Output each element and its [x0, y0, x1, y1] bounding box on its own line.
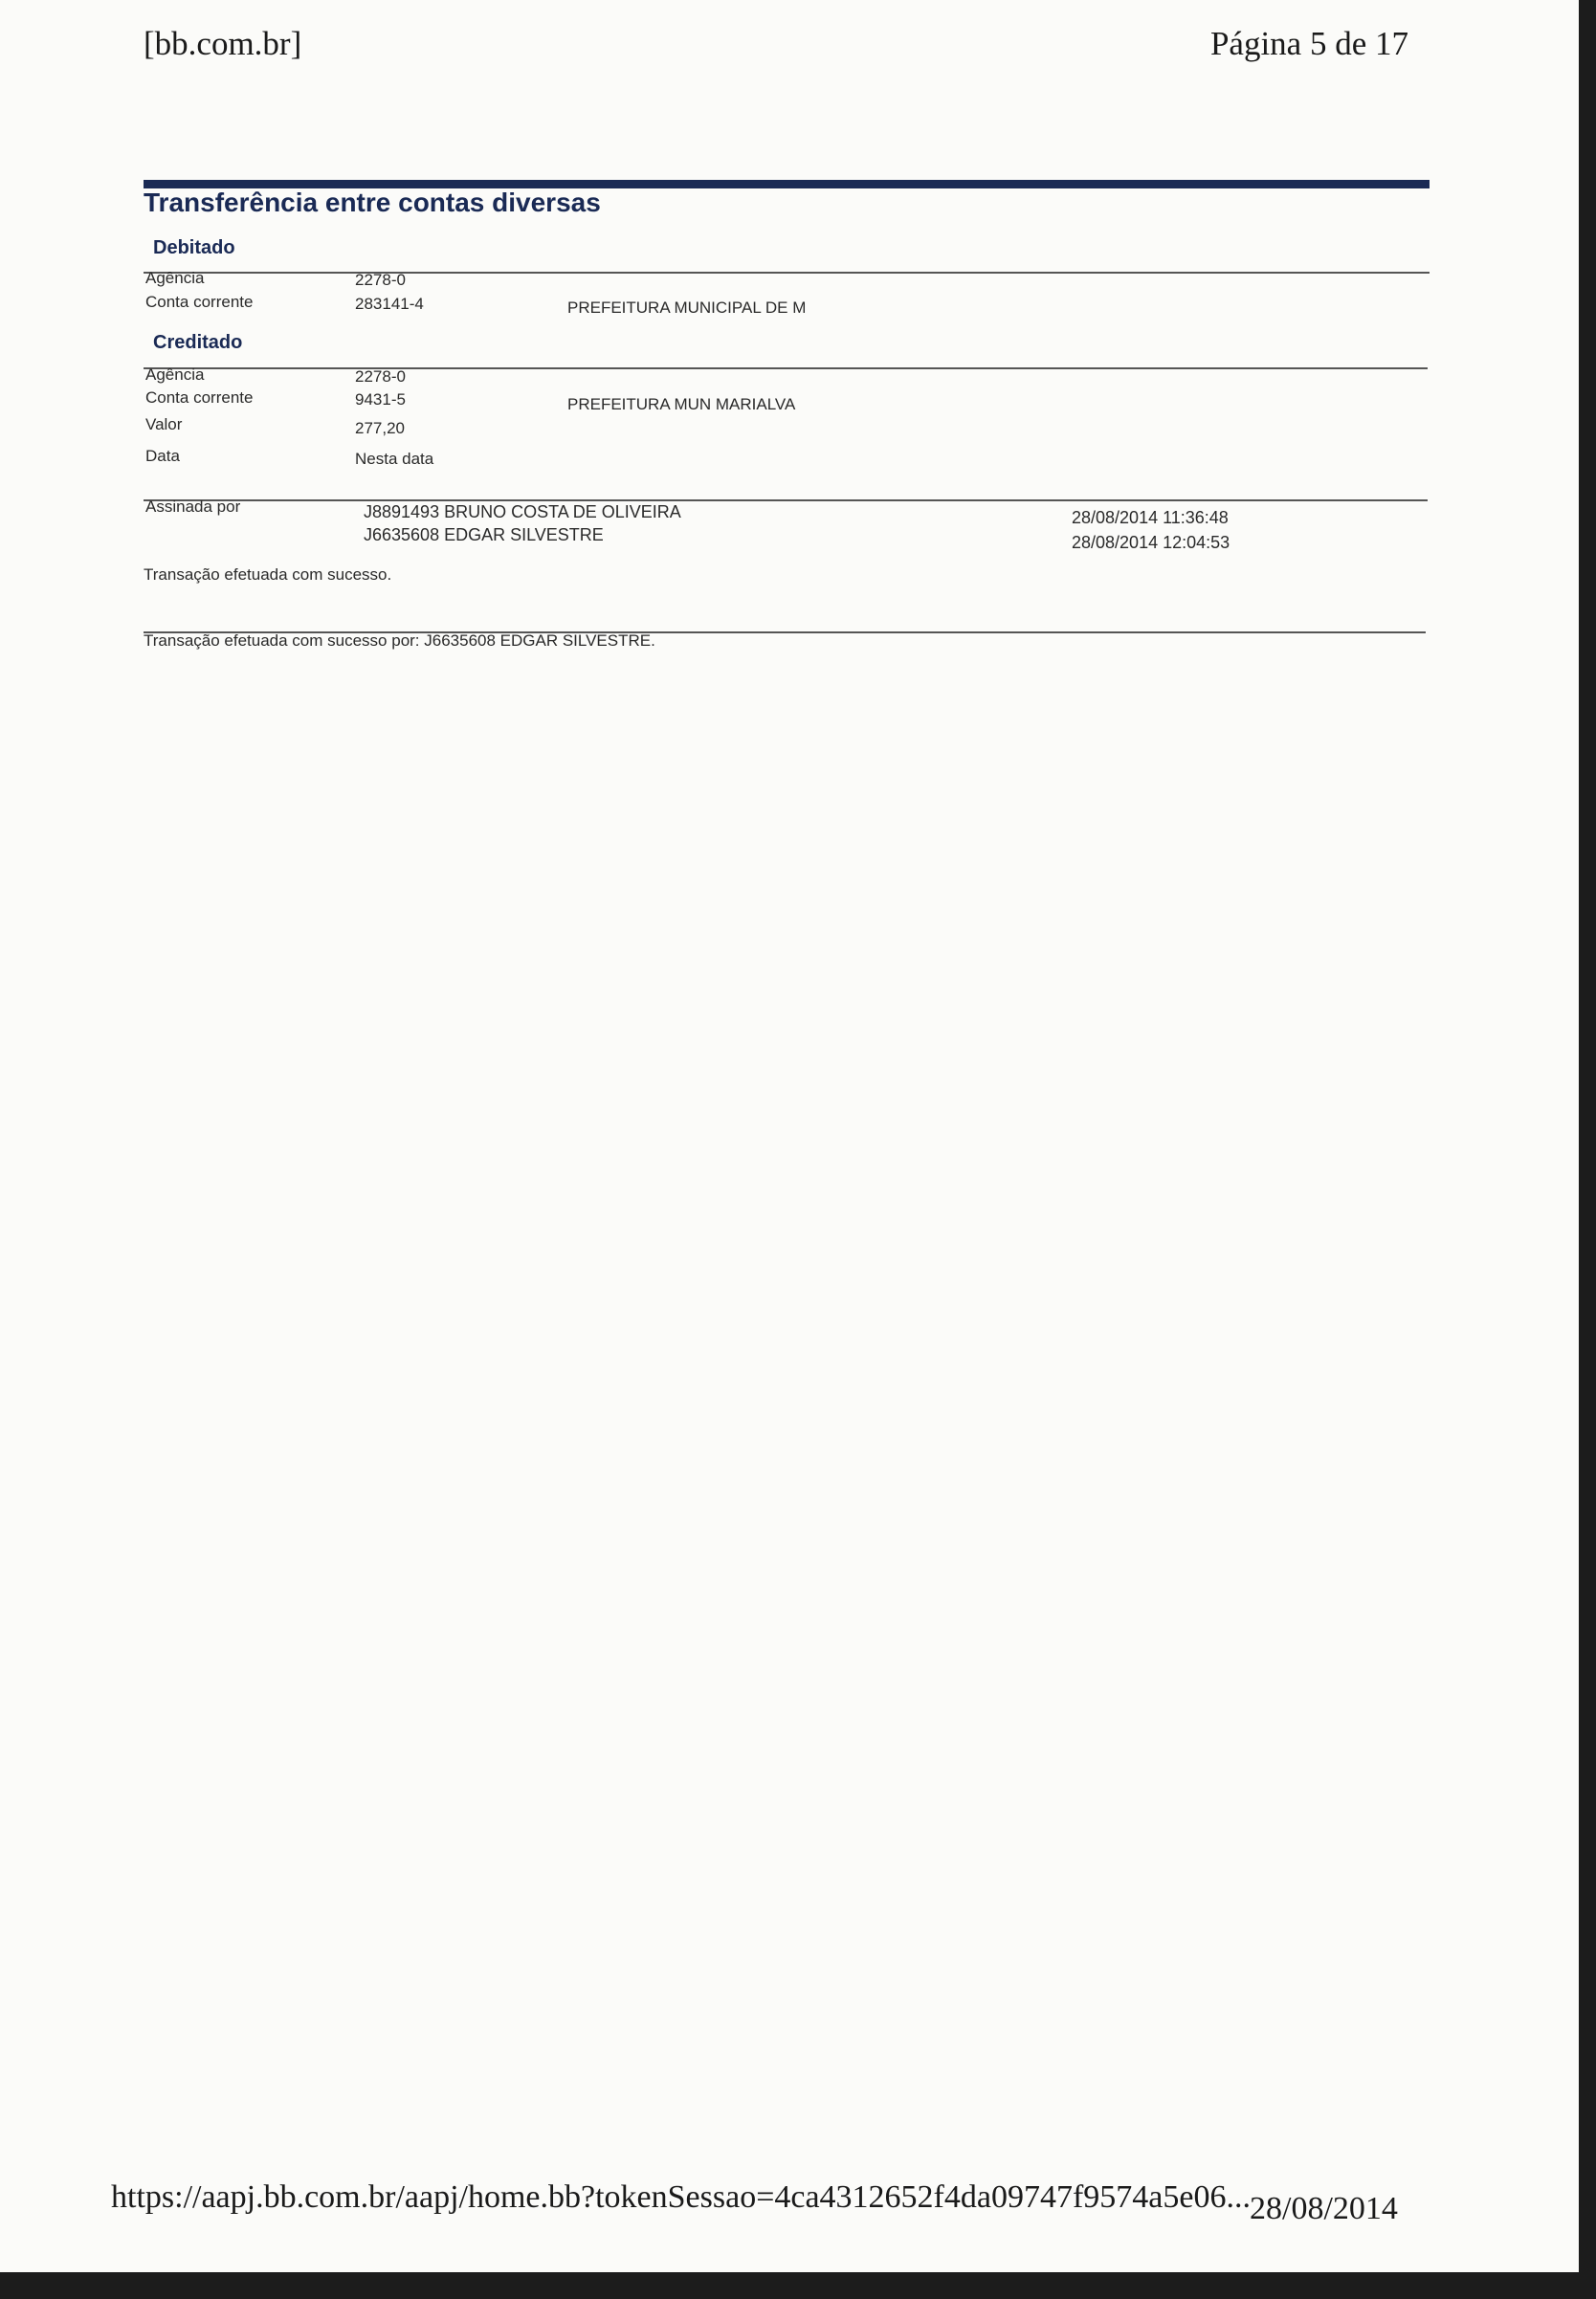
creditado-data-value: Nesta data — [355, 450, 434, 468]
creditado-titular: PREFEITURA MUN MARIALVA — [567, 395, 796, 413]
creditado-conta-label: Conta corrente — [145, 388, 254, 407]
footer-url: https://aapj.bb.com.br/aapj/home.bb?tokenSessao=4ca4312652f4da09747f9574a5e06... — [111, 2179, 1251, 2215]
signer-name: J6635608 EDGAR SILVESTRE — [364, 525, 604, 544]
final-message: Transação efetuada com sucesso por: J6635608 EDGAR SILVESTRE. — [144, 631, 655, 650]
assinada-por-label: Assinada por — [145, 497, 241, 516]
creditado-heading: Creditado — [153, 332, 243, 353]
scan-edge — [0, 2272, 1596, 2299]
status-message: Transação efetuada com sucesso. — [144, 565, 392, 584]
creditado-data-label: Data — [145, 447, 180, 465]
debitado-heading: Debitado — [153, 237, 235, 258]
creditado-agencia-value: 2278-0 — [355, 367, 406, 386]
page-indicator: Página 5 de 17 — [1209, 25, 1408, 62]
debitado-agencia-label: Agência — [145, 269, 205, 287]
creditado-conta-value: 9431-5 — [355, 390, 406, 409]
creditado-valor-label: Valor — [145, 415, 183, 433]
page-title: Transferência entre contas diversas — [144, 188, 601, 217]
signer-date: 28/08/2014 12:04:53 — [1072, 533, 1230, 552]
divider — [144, 499, 1428, 501]
divider — [144, 272, 1430, 274]
creditado-agencia-label: Agência — [145, 365, 205, 384]
header-site: [bb.com.br] — [144, 25, 302, 62]
debitado-titular: PREFEITURA MUNICIPAL DE M — [567, 298, 807, 317]
footer-date: 28/08/2014 — [1250, 2191, 1398, 2226]
scan-edge — [1579, 0, 1596, 2299]
creditado-valor-value: 277,20 — [355, 419, 405, 437]
debitado-conta-label: Conta corrente — [145, 293, 254, 311]
debitado-conta-value: 283141-4 — [355, 295, 424, 313]
signer-date: 28/08/2014 11:36:48 — [1072, 508, 1229, 527]
divider — [144, 367, 1428, 369]
debitado-agencia-value: 2278-0 — [355, 271, 406, 289]
signer-name: J8891493 BRUNO COSTA DE OLIVEIRA — [364, 502, 681, 521]
